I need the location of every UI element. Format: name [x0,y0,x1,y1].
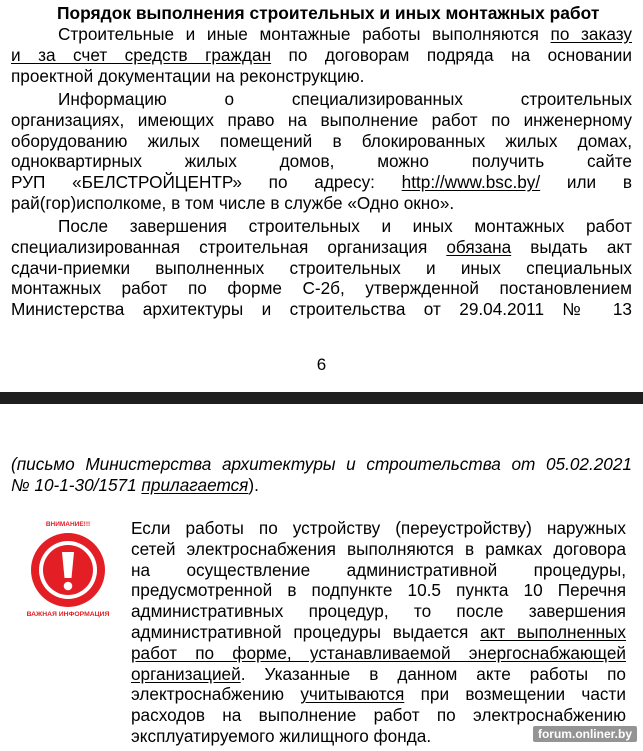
text-line: специализированная строительная организация обязана выдать акт [11,236,632,257]
text-line: административной процедуры выдается акт выполненных [131,621,627,642]
letter-reference [11,454,632,496]
text-line: монтажных работ по форме С-2б, утвержденной постановлением [11,278,632,299]
text-line: одноквартирных жилых домов, можно получить сайте [11,151,632,172]
text-line: сдачи-приемки выполненных строительных и иных специальных [11,257,632,278]
text-line: Строительные и иные монтажные работы выполняются по заказу [58,24,632,44]
section-heading: Порядок выполнения строительных и иных монтажных работ [57,3,600,23]
text-line: Министерства архитектуры и строительства от 29.04.2011 № 13 [11,299,632,320]
watermark: forum.onliner.by [533,726,637,742]
warning-icon [22,518,114,618]
bsc-link[interactable]: http://www.bsc.by/ [401,172,541,193]
text-line: Если работы по устройству (переустройству) наружных [131,518,626,538]
text-line: Информацию о специализированных строительных [58,89,632,109]
text-line: на осуществление административной процедуры, [131,559,626,580]
page-number: 6 [316,355,327,374]
text-line: работ по форме, устанавливаемой энергоснабжающей [131,642,626,663]
text-line: административных процедур, то после завершения [131,601,626,622]
text-line: электроснабжению учитываются при возмещении части [131,684,626,705]
text-line: рай(гор)исполкоме, в том числе в службе «Одно окно». [11,192,455,213]
page-divider [0,392,643,404]
paragraph-acceptance-act [11,216,632,320]
text-line: предусмотренной в подпункте 10.5 пункта 10 Перечня [131,580,626,601]
text-line: (письмо Министерства архитектуры и строительства от 05.02.2021 [11,454,632,474]
warning-paragraph [131,518,626,747]
text-line: организациях, имеющих право на выполнение работ по инженерному [11,109,632,130]
paragraph-works-by-order [11,24,632,86]
warning-top-label: ВНИМАНИЕ!!! [45,521,91,528]
text-line: После завершения строительных и иных монтажных работ [58,216,632,236]
warning-bottom-label: ВАЖНАЯ ИНФОРМАЦИЯ [26,611,110,618]
text-line: и за счет средств граждан по договорам подряда на основании [11,44,632,65]
paragraph-organizations-info [11,89,632,214]
text-line: РУП «БЕЛСТРОЙЦЕНТР» по адресу: http://www.bsc.by/ или в [11,172,632,193]
text-line: эксплуатируемого жилищного фонда. [131,725,432,746]
text-line: оборудованию жилых помещений в блокированных жилых домах, [11,130,632,151]
text-line: расходов на выполнение работ по электроснабжению [131,705,626,726]
text-line: проектной документации на реконструкцию. [11,65,365,86]
text-line: № 10-1-30/1571 прилагается). [11,474,259,495]
text-line: сетей электроснабжения выполняются в рамках договора [131,538,626,559]
text-line: организацией. Указанные в данном акте работы по [131,663,626,684]
